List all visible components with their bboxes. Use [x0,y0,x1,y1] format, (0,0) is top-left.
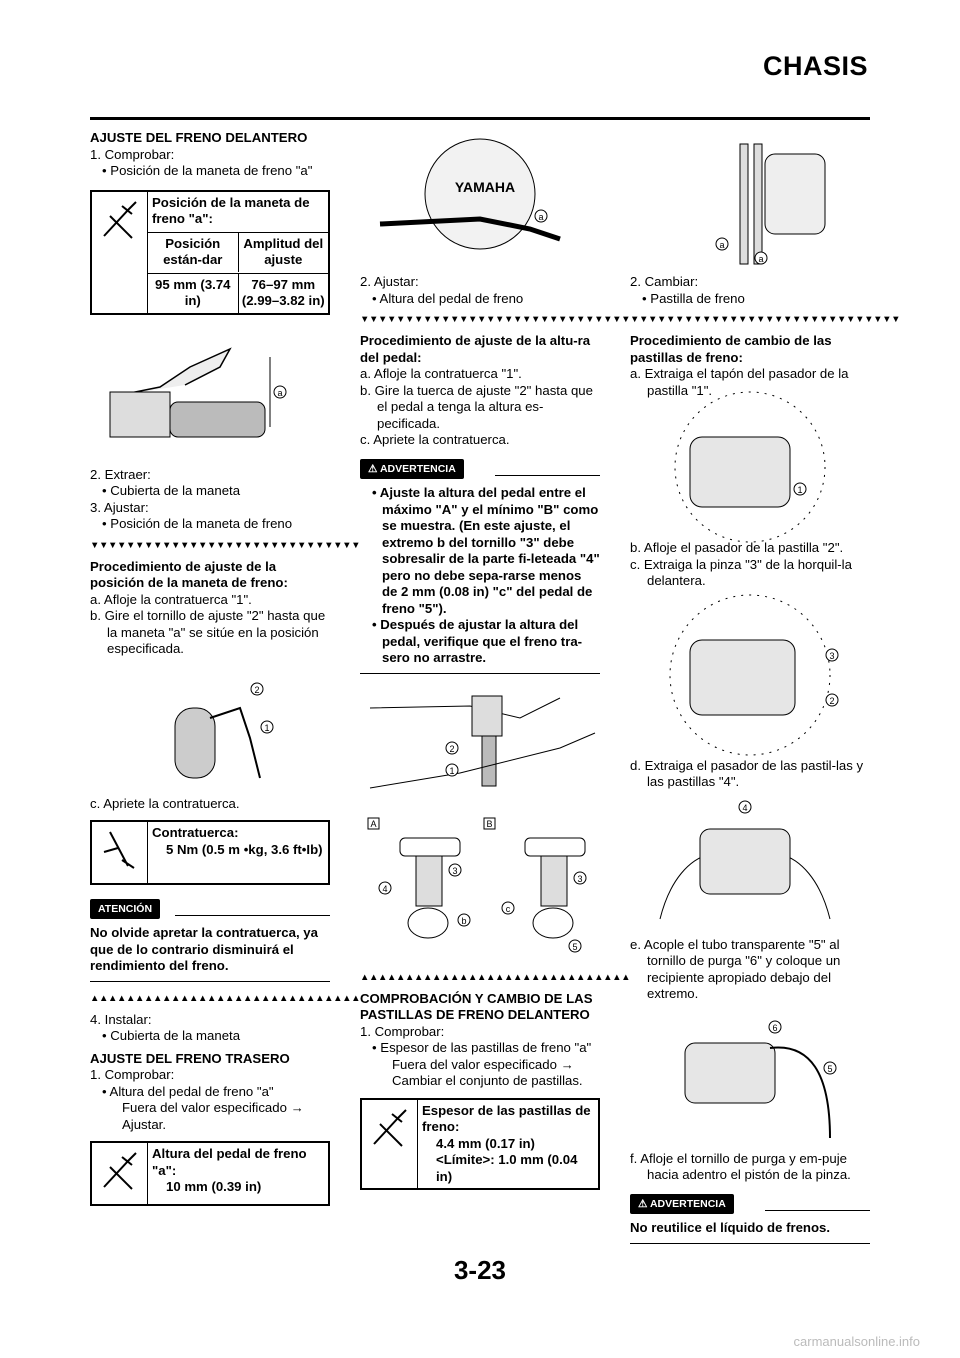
warning-box [360,459,600,480]
fig-label-a2: a [758,254,764,264]
spec-box-pad-thickness [360,1098,600,1191]
step-adjust-pedal: 2. Ajustar: [360,274,419,289]
procedure-end-marker: ▲▲▲▲▲▲▲▲▲▲▲▲▲▲▲▲▲▲▲▲▲▲▲▲▲▲▲▲▲▲ [360,971,631,983]
spec-value: 4.4 mm (0.17 in) [436,1135,535,1151]
section-heading-brake-pads: COMPROBACIÓN Y CAMBIO DE LAS PASTILLAS DE FRENO DELANTERO [360,990,593,1022]
fig-label-2: 2 [254,684,260,695]
step-check: 1. Comprobar: [90,146,175,162]
column-3 [630,130,901,1244]
fig-label-B: B [486,818,493,829]
bullet-brake-pad: • Pastilla de freno [642,290,745,306]
fig-label-5: 5 [827,1063,833,1074]
spec-value: 5 Nm (0.5 m •kg, 3.6 ft•Ib) [166,841,323,857]
warning-item-2: • Después de ajustar la altura del pedal, verifique que el freno tra-sero no arrastre. [372,617,583,665]
procedure-step-c: c. Extraiga la pinza "3" de la horquil-la delantera. [630,556,852,588]
fig-label-2: 2 [449,743,455,754]
fig-label-1: 1 [797,485,803,495]
fig-label-6: 6 [772,1022,778,1033]
caution-badge: ATENCIÓN [90,899,160,920]
procedure-start-marker: ▼▼▼▼▼▼▼▼▼▼▼▼▼▼▼▼▼▼▼▼▼▼▼▼▼▼▼▼▼▼ [360,314,631,325]
figure-pad-thickness [630,134,870,266]
fig-label-3a: 3 [452,865,458,876]
watermark: carmanualsonline.info [793,1334,920,1349]
spec-wrench-icon-2 [92,1143,148,1204]
bullet-lever-position: • Posición de la maneta de freno "a" [102,163,313,178]
figure-bleed-screw [630,1013,870,1143]
spec-wrench-icon-3 [362,1100,418,1189]
spec-value: 10 mm (0.39 in) [166,1179,262,1194]
spec-val-range: 76–97 mm (2.99–3.82 in) [238,274,329,313]
fig-label-2: 2 [829,695,835,706]
fig-label-a1: a [719,240,725,250]
spec-col-range: Amplitud del ajuste [238,233,329,272]
bullet-pedal-height: • Altura del pedal de freno "a" [102,1083,274,1099]
procedure-step-b: b. Gire la tuerca de ajuste "2" hasta que el pedal a tenga la altura es-pecificada. [360,382,593,431]
fig-label-c: c [505,903,511,914]
bullet-lever-cover: • Cubierta de la maneta [102,483,241,498]
warning-badge: ⚠ ADVERTENCIA [630,1194,734,1215]
figure-pad-removal [630,799,870,929]
spec-title: Espesor de las pastillas de freno: [422,1102,591,1134]
step-check-rear: 1. Comprobar: [90,1067,175,1082]
spec-header-row [148,232,328,272]
procedure-step-b: b. Gire el tornillo de ajuste "2" hasta que la maneta "a" se sitúe en la posición especificada. [90,608,326,656]
spec-title: Altura del pedal de freno "a": [152,1146,307,1178]
fig-label-A: A [370,818,377,829]
warning-badge: ⚠ ADVERTENCIA [360,459,464,480]
bullet-lever-cover-2: • Cubierta de la maneta [102,1028,241,1043]
spec-value-row [148,273,328,313]
step-install: 4. Instalar: [90,1011,152,1027]
spec-col-standard: Posición están-dar [163,235,223,267]
procedure-step-a: a. Extraiga el tapón del pasador de la pastilla "1". [630,366,849,398]
step-adjust: 3. Ajustar: [90,499,149,515]
procedure-step-d: d. Extraiga el pasador de las pastil-las y las pastillas "4". [630,757,864,789]
note-replace-pads: Fuera del valor especificado → Cambiar el conjunto de pastillas. [392,1056,583,1088]
procedure-step-a: a. Afloje la contratuerca "1". [90,591,252,607]
note-out-of-spec: Fuera del valor especificado → Ajustar. [122,1100,304,1132]
fig-label-b: b [461,915,467,926]
column-2 [360,130,631,1198]
fig-label-3: 3 [829,650,835,661]
header-rule [90,117,870,120]
figure-brake-lever [90,337,330,457]
fig-label-a: a [538,212,544,222]
step-remove: 2. Extraer: [90,466,151,482]
page-number: 3-23 [453,1255,507,1285]
caution-text: No olvide apretar la contratuerca, ya que de lo contrario disminuirá el rendimiento del freno. [90,925,330,982]
procedure-step-c: c. Apriete la contratuerca. [90,795,240,811]
procedure-title: Procedimiento de ajuste de la posición de la maneta de freno: [90,558,288,590]
fig-label-1: 1 [264,722,270,733]
procedure-title: Procedimiento de ajuste de la altu-ra del pedal: [360,333,591,365]
fig-label-5: 5 [572,941,578,952]
spec-wrench-icon [92,192,148,313]
spec-box-lever-position [90,190,330,315]
procedure-step-e: e. Acople el tubo transparente "5" al tornillo de purga "6" y coloque un recipiente apropiado debajo del extremo. [630,936,841,1001]
fig-label-3b: 3 [577,873,583,884]
procedure-start-marker: ▼▼▼▼▼▼▼▼▼▼▼▼▼▼▼▼▼▼▼▼▼▼▼▼▼▼▼▼▼▼ [630,314,901,325]
procedure-start-marker: ▼▼▼▼▼▼▼▼▼▼▼▼▼▼▼▼▼▼▼▼▼▼▼▼▼▼▼▼▼▼ [90,539,361,551]
spec-title: Posición de la maneta de freno "a": [152,194,310,226]
bullet-pedal-height: • Altura del pedal de freno [372,290,524,306]
spec-box-locknut [90,820,330,885]
bullet-lever-position-2: • Posición de la maneta de freno [102,516,293,531]
warning-text: No reutilice el líquido de frenos. [630,1220,870,1244]
figure-caliper-1 [630,407,870,532]
spec-limit: <Límite>: 1.0 mm (0.04 in) [436,1152,578,1184]
warning-badge-text: ADVERTENCIA [379,462,456,475]
fig-label-4: 4 [742,802,748,813]
procedure-step-f: f. Afloje el tornillo de purga y em-puje hacia adentro el pistón de la pinza. [630,1150,851,1182]
spec-title: Contratuerca: [152,825,239,840]
procedure-end-marker: ▲▲▲▲▲▲▲▲▲▲▲▲▲▲▲▲▲▲▲▲▲▲▲▲▲▲▲▲▲▲ [90,992,361,1004]
spec-box-pedal-height [90,1141,330,1206]
warning-text [360,485,600,674]
bullet-pad-thickness: • Espesor de las pastillas de freno "a" [372,1040,592,1055]
section-heading-front-brake: AJUSTE DEL FRENO DELANTERO [90,130,308,145]
warning-badge-text: ADVERTENCIA [649,1197,726,1210]
fig-brand-text: YAMAHA [454,179,516,195]
figure-pedal-adjuster [360,688,600,963]
step-replace: 2. Cambiar: [630,274,699,289]
column-1 [90,130,361,1214]
fig-label-a: a [277,387,283,398]
procedure-step-b: b. Afloje el pasador de la pastilla "2". [630,540,844,555]
figure-rear-pedal [360,134,600,266]
procedure-step-c: c. Apriete la contratuerca. [360,432,510,447]
section-heading-rear-brake: AJUSTE DEL FRENO TRASERO [90,1050,290,1066]
warning-box [630,1194,870,1215]
fig-label-1: 1 [449,765,455,776]
figure-caliper-2 [630,600,870,750]
page-title: CHASIS [762,51,868,81]
procedure-title: Procedimiento de cambio de las pastillas de freno: [630,333,832,365]
spec-torque-icon [92,822,148,883]
fig-label-4: 4 [382,883,388,894]
spec-val-standard: 95 mm (3.74 in) [154,276,231,308]
warning-item-1: • Ajuste la altura del pedal entre el máximo "A" y el mínimo "B" como se muestra. (En este ajuste, el extremo b del tornillo "3" debe sobresalir de la parte fi-leteada "4" pero no debe sepa-rarse menos de 2 mm (0.08 in) "c" del pedal de freno "5"). [372,485,600,616]
caution-box [90,899,330,920]
procedure-step-a: a. Afloje la contratuerca "1". [360,366,522,381]
step-check-pads: 1. Comprobar: [360,1023,445,1039]
figure-lever-adjust [90,678,330,788]
